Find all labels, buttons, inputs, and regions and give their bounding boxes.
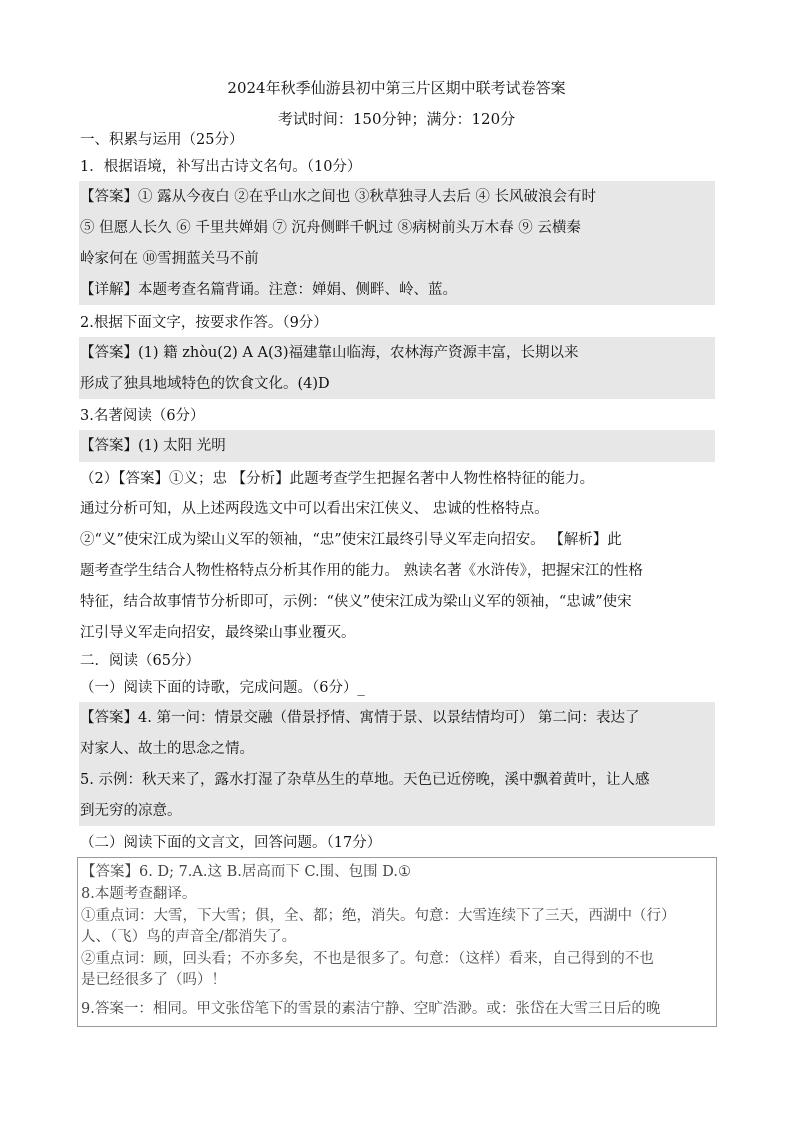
q3-answer-block (79, 430, 715, 462)
q1-prompt: 1．根据语境，补写出古诗文名句。（10分） (80, 159, 362, 175)
q2-prompt: 2.根据下面文字，按要求作答。（9分） (80, 315, 328, 331)
q2-answer-line: 【答案】(1) 籍 zhòu(2) A A(3)福建靠山临海，农林海产资源丰富，长期以来 (80, 345, 579, 361)
part1-answer-line: 5. 示例：秋天来了，露水打湿了杂草丛生的草地。天色已近傍晚，溪中飘着黄叶，让人感 (80, 772, 650, 788)
q3-line: （2）【答案】①义；忠 【分析】此题考查学生把握名著中人物性格特征的能力。 (80, 471, 595, 487)
part2-answer-line: ①重点词：大雪，下大雪；俱，全、都；绝，消失。句意：大雪连续下了三天，西湖中（行） (81, 908, 676, 924)
part2-prompt: （二）阅读下面的文言文，回答问题。（17分） (80, 835, 382, 851)
q2-answer-block (79, 337, 715, 399)
part2-answer-line: ②重点词：顾，回头看；不亦多矣，不也是很多了。句意：（这样）看来，自己得到的不也 (81, 951, 654, 967)
part2-answer-line: 人、（飞）鸟的声音全/都消失了。 (81, 929, 297, 945)
q3-answer-1: 【答案】(1) 太阳 光明 (80, 438, 226, 454)
part1-answer-line: 对家人、故土的思念之情。 (80, 741, 254, 757)
part2-answer-line: 是已经很多了（吗）！ (81, 972, 226, 988)
part1-answer-block (79, 702, 715, 826)
q3-line: ②“义”使宋江成为梁山义军的领袖，“忠”使宋江最终引导义军走向招安。 【解析】此 (80, 532, 622, 548)
section1-heading: 一、积累与运用（25分） (80, 132, 244, 148)
q1-answer-line: 岭家何在 ⑩雪拥蓝关马不前 (80, 251, 259, 267)
part1-answer-line: 【答案】4. 第一问：情景交融（借景抒情、寓情于景、以景结情均可） 第二问：表达了 (80, 710, 640, 726)
q1-answer-block (79, 181, 715, 305)
document-title: 2024年秋季仙游县初中第三片区期中联考试卷答案 (227, 79, 566, 97)
q3-line: 特征，结合故事情节分析即可，示例：“侠义”使宋江成为梁山义军的领袖，“忠诚”使宋 (80, 594, 632, 610)
q1-answer-line: ⑤ 但愿人长久 ⑥ 千里共婵娟 ⑦ 沉舟侧畔千帆过 ⑧病树前头万木春 ⑨ 云横秦 (80, 220, 581, 236)
q1-answer-line: 【答案】① 露从今夜白 ②在乎山水之间也 ③秋草独寻人去后 ④ 长风破浪会有时 (80, 189, 597, 205)
part2-answer-line: 8.本题考查翻译。 (81, 886, 197, 902)
exam-info: 考试时间：150分钟；满分：120分 (277, 110, 516, 128)
part2-answer-line: 9.答案一：相同。甲文张岱笔下的雪景的素洁宁静、空旷浩渺。或：张岱在大雪三日后的晚 (81, 1001, 661, 1017)
q3-line: 江引导义军走向招安，最终梁山事业覆灭。 (80, 625, 356, 641)
part2-answer-block (77, 857, 717, 1027)
part2-answer-line: 【答案】6. D; 7.A.这 B.居高而下 C.围、包围 D.① (81, 864, 411, 880)
q1-detail: 【详解】本题考查名篇背诵。注意：婵娟、侧畔、岭、蓝。 (80, 282, 457, 298)
q3-line: 通过分析可知，从上述两段选文中可以看出宋江侠义、 忠诚的性格特点。 (80, 501, 549, 517)
section2-heading: 二．阅读（65分） (80, 653, 200, 669)
part1-answer-line: 到无穷的凉意。 (80, 803, 182, 819)
q3-line: 题考查学生结合人物性格特点分析其作用的能力。 熟读名著《水浒传》，把握宋江的性格 (80, 563, 643, 579)
q2-answer-line: 形成了独具地域特色的饮食文化。(4)D (80, 376, 330, 392)
part1-prompt: （一）阅读下面的诗歌，完成问题。（6分）_ (80, 680, 365, 696)
q3-prompt: 3.名著阅读（6分） (80, 408, 205, 424)
